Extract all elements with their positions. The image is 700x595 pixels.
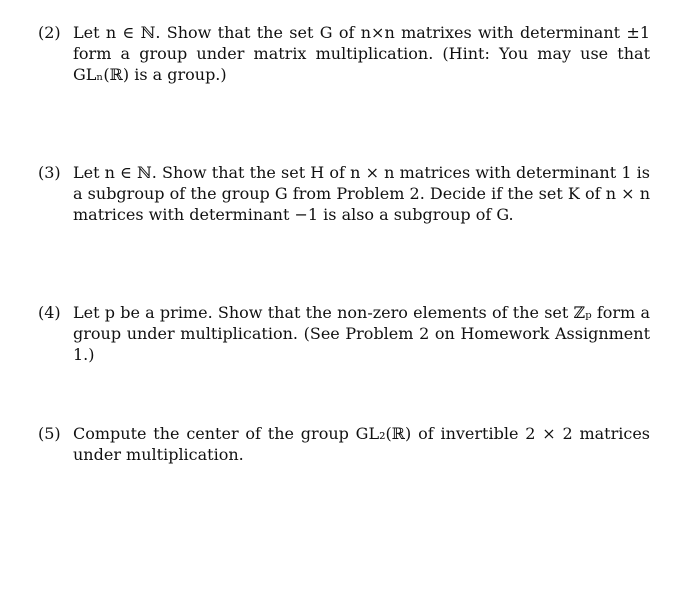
problem-number: (2) <box>38 23 61 42</box>
problem-text: Let n ∈ ℕ. Show that the set G of n×n matrixes with determinant ±1 form a group under matrix multiplication. (Hint: You may use that GLₙ(ℝ) is a group.) <box>73 23 650 84</box>
problem-number: (4) <box>38 303 61 322</box>
problem-4 <box>38 302 650 365</box>
problem-2 <box>38 22 650 85</box>
problem-text: Compute the center of the group GL₂(ℝ) of invertible 2 × 2 matrices under multiplication. <box>73 424 650 464</box>
problem-number: (3) <box>38 163 61 182</box>
problem-3 <box>38 162 650 225</box>
problem-text: Let p be a prime. Show that the non-zero elements of the set ℤₚ form a group under multiplication. (See Problem 2 on Homework Assignment 1.) <box>73 303 650 364</box>
problem-text: Let n ∈ ℕ. Show that the set H of n × n matrices with determinant 1 is a subgroup of the group G from Problem 2. Decide if the set K of n × n matrices with determinant −1 is also a subgroup of G. <box>73 163 650 224</box>
problem-5 <box>38 423 650 465</box>
problem-number: (5) <box>38 424 61 443</box>
